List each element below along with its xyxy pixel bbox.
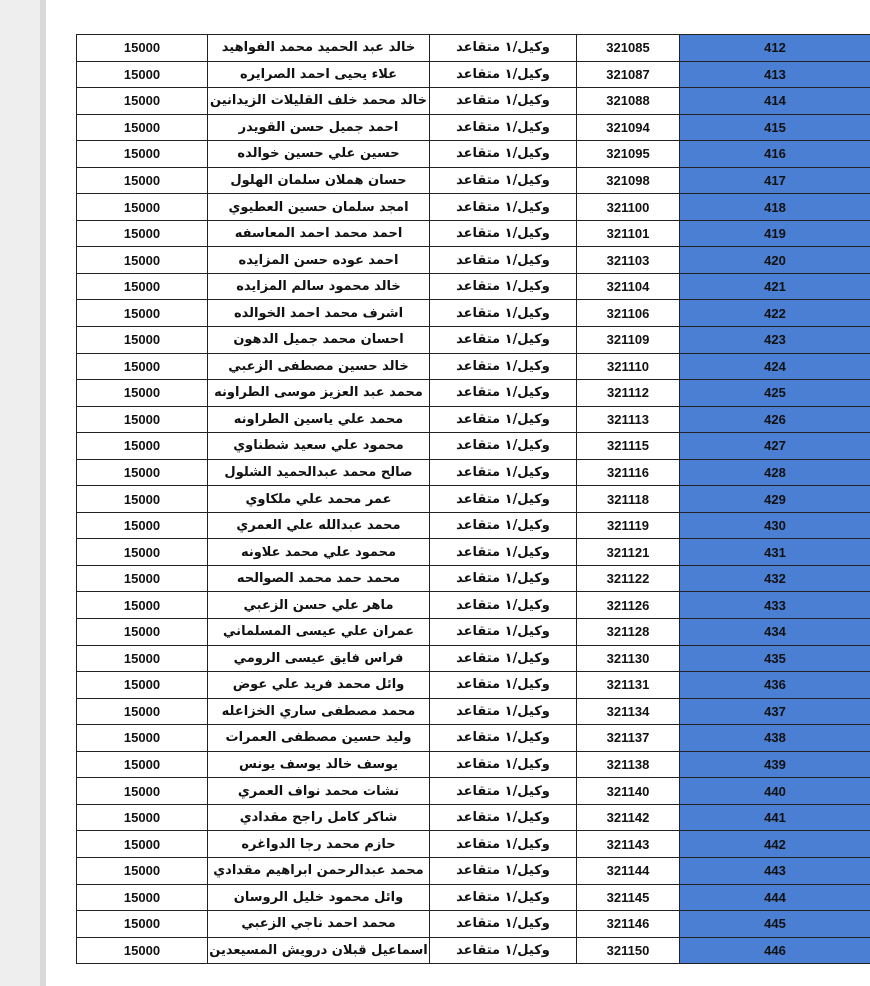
name-cell: احمد جميل حسن القويدر: [208, 114, 430, 141]
name-cell: اسماعيل قبلان درويش المسيعدين: [208, 937, 430, 964]
rank-cell: وكيل/١ متقاعد: [430, 884, 577, 911]
amount-cell: 15000: [77, 141, 208, 168]
rank-cell: وكيل/١ متقاعد: [430, 327, 577, 354]
retirees-table: [76, 34, 870, 964]
table-row: [77, 698, 870, 725]
sequence-cell: 419: [680, 220, 870, 247]
table-body: [77, 35, 870, 964]
amount-cell: 15000: [77, 619, 208, 646]
name-cell: حازم محمد رجا الدواغره: [208, 831, 430, 858]
table-row: [77, 380, 870, 407]
rank-cell: وكيل/١ متقاعد: [430, 911, 577, 938]
amount-cell: 15000: [77, 512, 208, 539]
amount-cell: 15000: [77, 61, 208, 88]
amount-cell: 15000: [77, 459, 208, 486]
rank-cell: وكيل/١ متقاعد: [430, 406, 577, 433]
military-number-cell: 321085: [577, 35, 680, 62]
name-cell: نشات محمد نواف العمري: [208, 778, 430, 805]
rank-cell: وكيل/١ متقاعد: [430, 380, 577, 407]
table-row: [77, 857, 870, 884]
amount-cell: 15000: [77, 220, 208, 247]
name-cell: وليد حسين مصطفى العمرات: [208, 725, 430, 752]
sequence-cell: 436: [680, 672, 870, 699]
name-cell: عمر محمد علي ملكاوي: [208, 486, 430, 513]
military-number-cell: 321131: [577, 672, 680, 699]
rank-cell: وكيل/١ متقاعد: [430, 433, 577, 460]
rank-cell: وكيل/١ متقاعد: [430, 273, 577, 300]
sequence-cell: 425: [680, 380, 870, 407]
table-row: [77, 619, 870, 646]
table-row: [77, 512, 870, 539]
sequence-cell: 445: [680, 911, 870, 938]
rank-cell: وكيل/١ متقاعد: [430, 61, 577, 88]
military-number-cell: 321140: [577, 778, 680, 805]
military-number-cell: 321098: [577, 167, 680, 194]
amount-cell: 15000: [77, 327, 208, 354]
sequence-cell: 435: [680, 645, 870, 672]
military-number-cell: 321143: [577, 831, 680, 858]
name-cell: محمد عبدالله علي العمري: [208, 512, 430, 539]
rank-cell: وكيل/١ متقاعد: [430, 937, 577, 964]
name-cell: خالد حسين مصطفى الزعبي: [208, 353, 430, 380]
name-cell: احسان محمد جميل الدهون: [208, 327, 430, 354]
sequence-cell: 443: [680, 857, 870, 884]
military-number-cell: 321119: [577, 512, 680, 539]
amount-cell: 15000: [77, 539, 208, 566]
name-cell: محمد مصطفى ساري الخزاعله: [208, 698, 430, 725]
sequence-cell: 430: [680, 512, 870, 539]
rank-cell: وكيل/١ متقاعد: [430, 831, 577, 858]
rank-cell: وكيل/١ متقاعد: [430, 539, 577, 566]
table-row: [77, 831, 870, 858]
amount-cell: 15000: [77, 486, 208, 513]
sequence-cell: 424: [680, 353, 870, 380]
table-row: [77, 778, 870, 805]
amount-cell: 15000: [77, 88, 208, 115]
table-row: [77, 194, 870, 221]
table-row: [77, 300, 870, 327]
amount-cell: 15000: [77, 406, 208, 433]
rank-cell: وكيل/١ متقاعد: [430, 565, 577, 592]
sequence-cell: 434: [680, 619, 870, 646]
name-cell: فراس فايق عيسى الرومي: [208, 645, 430, 672]
viewer-gutter: [0, 0, 40, 986]
amount-cell: 15000: [77, 698, 208, 725]
name-cell: ماهر علي حسن الزعبي: [208, 592, 430, 619]
military-number-cell: 321128: [577, 619, 680, 646]
rank-cell: وكيل/١ متقاعد: [430, 725, 577, 752]
rank-cell: وكيل/١ متقاعد: [430, 247, 577, 274]
military-number-cell: 321094: [577, 114, 680, 141]
military-number-cell: 321100: [577, 194, 680, 221]
table-row: [77, 459, 870, 486]
amount-cell: 15000: [77, 194, 208, 221]
table-row: [77, 220, 870, 247]
table-row: [77, 273, 870, 300]
name-cell: محمود علي سعيد شطناوي: [208, 433, 430, 460]
amount-cell: 15000: [77, 300, 208, 327]
name-cell: احمد عوده حسن المزايده: [208, 247, 430, 274]
amount-cell: 15000: [77, 911, 208, 938]
table-row: [77, 751, 870, 778]
table-row: [77, 645, 870, 672]
military-number-cell: 321109: [577, 327, 680, 354]
name-cell: محمد حمد محمد الصوالحه: [208, 565, 430, 592]
military-number-cell: 321137: [577, 725, 680, 752]
rank-cell: وكيل/١ متقاعد: [430, 645, 577, 672]
name-cell: خالد محمود سالم المزايده: [208, 273, 430, 300]
rank-cell: وكيل/١ متقاعد: [430, 778, 577, 805]
rank-cell: وكيل/١ متقاعد: [430, 857, 577, 884]
sequence-cell: 446: [680, 937, 870, 964]
rank-cell: وكيل/١ متقاعد: [430, 751, 577, 778]
sequence-cell: 441: [680, 804, 870, 831]
rank-cell: وكيل/١ متقاعد: [430, 88, 577, 115]
amount-cell: 15000: [77, 672, 208, 699]
table-row: [77, 804, 870, 831]
military-number-cell: 321101: [577, 220, 680, 247]
table-row: [77, 592, 870, 619]
name-cell: اشرف محمد احمد الخوالده: [208, 300, 430, 327]
amount-cell: 15000: [77, 778, 208, 805]
name-cell: محمد علي ياسين الطراونه: [208, 406, 430, 433]
rank-cell: وكيل/١ متقاعد: [430, 698, 577, 725]
sequence-cell: 415: [680, 114, 870, 141]
sequence-cell: 420: [680, 247, 870, 274]
sequence-cell: 414: [680, 88, 870, 115]
amount-cell: 15000: [77, 592, 208, 619]
name-cell: علاء يحيى احمد الصرايره: [208, 61, 430, 88]
military-number-cell: 321104: [577, 273, 680, 300]
military-number-cell: 321138: [577, 751, 680, 778]
name-cell: وائل محمود خليل الروسان: [208, 884, 430, 911]
sequence-cell: 437: [680, 698, 870, 725]
sequence-cell: 433: [680, 592, 870, 619]
sequence-cell: 421: [680, 273, 870, 300]
military-number-cell: 321115: [577, 433, 680, 460]
amount-cell: 15000: [77, 565, 208, 592]
amount-cell: 15000: [77, 273, 208, 300]
sequence-cell: 438: [680, 725, 870, 752]
amount-cell: 15000: [77, 937, 208, 964]
rank-cell: وكيل/١ متقاعد: [430, 672, 577, 699]
name-cell: عمران علي عيسى المسلماني: [208, 619, 430, 646]
name-cell: صالح محمد عبدالحميد الشلول: [208, 459, 430, 486]
military-number-cell: 321116: [577, 459, 680, 486]
sequence-cell: 427: [680, 433, 870, 460]
table-row: [77, 672, 870, 699]
military-number-cell: 321121: [577, 539, 680, 566]
military-number-cell: 321145: [577, 884, 680, 911]
military-number-cell: 321126: [577, 592, 680, 619]
sequence-cell: 412: [680, 35, 870, 62]
military-number-cell: 321110: [577, 353, 680, 380]
name-cell: محمد عبد العزيز موسى الطراونه: [208, 380, 430, 407]
amount-cell: 15000: [77, 804, 208, 831]
table-row: [77, 327, 870, 354]
sequence-cell: 416: [680, 141, 870, 168]
military-number-cell: 321106: [577, 300, 680, 327]
table-row: [77, 539, 870, 566]
name-cell: خالد عبد الحميد محمد الفواهيد: [208, 35, 430, 62]
military-number-cell: 321103: [577, 247, 680, 274]
amount-cell: 15000: [77, 35, 208, 62]
amount-cell: 15000: [77, 380, 208, 407]
sequence-cell: 426: [680, 406, 870, 433]
sequence-cell: 417: [680, 167, 870, 194]
table-row: [77, 433, 870, 460]
amount-cell: 15000: [77, 645, 208, 672]
sequence-cell: 442: [680, 831, 870, 858]
military-number-cell: 321113: [577, 406, 680, 433]
sequence-cell: 413: [680, 61, 870, 88]
sequence-cell: 431: [680, 539, 870, 566]
rank-cell: وكيل/١ متقاعد: [430, 114, 577, 141]
table-row: [77, 937, 870, 964]
amount-cell: 15000: [77, 857, 208, 884]
table-row: [77, 167, 870, 194]
sequence-cell: 432: [680, 565, 870, 592]
sequence-cell: 422: [680, 300, 870, 327]
name-cell: يوسف خالد يوسف يونس: [208, 751, 430, 778]
table-row: [77, 88, 870, 115]
amount-cell: 15000: [77, 884, 208, 911]
name-cell: خالد محمد خلف القليلات الزيدانين: [208, 88, 430, 115]
amount-cell: 15000: [77, 831, 208, 858]
military-number-cell: 321118: [577, 486, 680, 513]
name-cell: شاكر كامل راجح مقدادي: [208, 804, 430, 831]
military-number-cell: 321146: [577, 911, 680, 938]
military-number-cell: 321112: [577, 380, 680, 407]
rank-cell: وكيل/١ متقاعد: [430, 619, 577, 646]
rank-cell: وكيل/١ متقاعد: [430, 592, 577, 619]
rank-cell: وكيل/١ متقاعد: [430, 353, 577, 380]
name-cell: امجد سلمان حسين العطيوي: [208, 194, 430, 221]
military-number-cell: 321122: [577, 565, 680, 592]
table-row: [77, 884, 870, 911]
amount-cell: 15000: [77, 167, 208, 194]
sequence-cell: 423: [680, 327, 870, 354]
amount-cell: 15000: [77, 433, 208, 460]
table-row: [77, 114, 870, 141]
military-number-cell: 321088: [577, 88, 680, 115]
rank-cell: وكيل/١ متقاعد: [430, 141, 577, 168]
table-row: [77, 61, 870, 88]
table-row: [77, 247, 870, 274]
sequence-cell: 444: [680, 884, 870, 911]
rank-cell: وكيل/١ متقاعد: [430, 459, 577, 486]
military-number-cell: 321144: [577, 857, 680, 884]
military-number-cell: 321095: [577, 141, 680, 168]
amount-cell: 15000: [77, 114, 208, 141]
military-number-cell: 321087: [577, 61, 680, 88]
military-number-cell: 321142: [577, 804, 680, 831]
amount-cell: 15000: [77, 247, 208, 274]
table-row: [77, 406, 870, 433]
sequence-cell: 428: [680, 459, 870, 486]
name-cell: وائل محمد فريد علي عوض: [208, 672, 430, 699]
amount-cell: 15000: [77, 725, 208, 752]
table-row: [77, 486, 870, 513]
rank-cell: وكيل/١ متقاعد: [430, 220, 577, 247]
name-cell: محمد احمد ناجي الزعبي: [208, 911, 430, 938]
rank-cell: وكيل/١ متقاعد: [430, 512, 577, 539]
rank-cell: وكيل/١ متقاعد: [430, 804, 577, 831]
name-cell: احمد محمد احمد المعاسفه: [208, 220, 430, 247]
sequence-cell: 418: [680, 194, 870, 221]
sequence-cell: 439: [680, 751, 870, 778]
rank-cell: وكيل/١ متقاعد: [430, 35, 577, 62]
table-row: [77, 911, 870, 938]
table-row: [77, 141, 870, 168]
name-cell: محمد عبدالرحمن ابراهيم مقدادي: [208, 857, 430, 884]
table-row: [77, 35, 870, 62]
table-row: [77, 353, 870, 380]
military-number-cell: 321134: [577, 698, 680, 725]
name-cell: محمود علي محمد علاونه: [208, 539, 430, 566]
sequence-cell: 440: [680, 778, 870, 805]
military-number-cell: 321150: [577, 937, 680, 964]
rank-cell: وكيل/١ متقاعد: [430, 300, 577, 327]
amount-cell: 15000: [77, 353, 208, 380]
table-row: [77, 725, 870, 752]
table-row: [77, 565, 870, 592]
rank-cell: وكيل/١ متقاعد: [430, 167, 577, 194]
name-cell: حسان هملان سلمان الهلول: [208, 167, 430, 194]
rank-cell: وكيل/١ متقاعد: [430, 194, 577, 221]
military-number-cell: 321130: [577, 645, 680, 672]
sequence-cell: 429: [680, 486, 870, 513]
name-cell: حسين علي حسين خوالده: [208, 141, 430, 168]
amount-cell: 15000: [77, 751, 208, 778]
rank-cell: وكيل/١ متقاعد: [430, 486, 577, 513]
